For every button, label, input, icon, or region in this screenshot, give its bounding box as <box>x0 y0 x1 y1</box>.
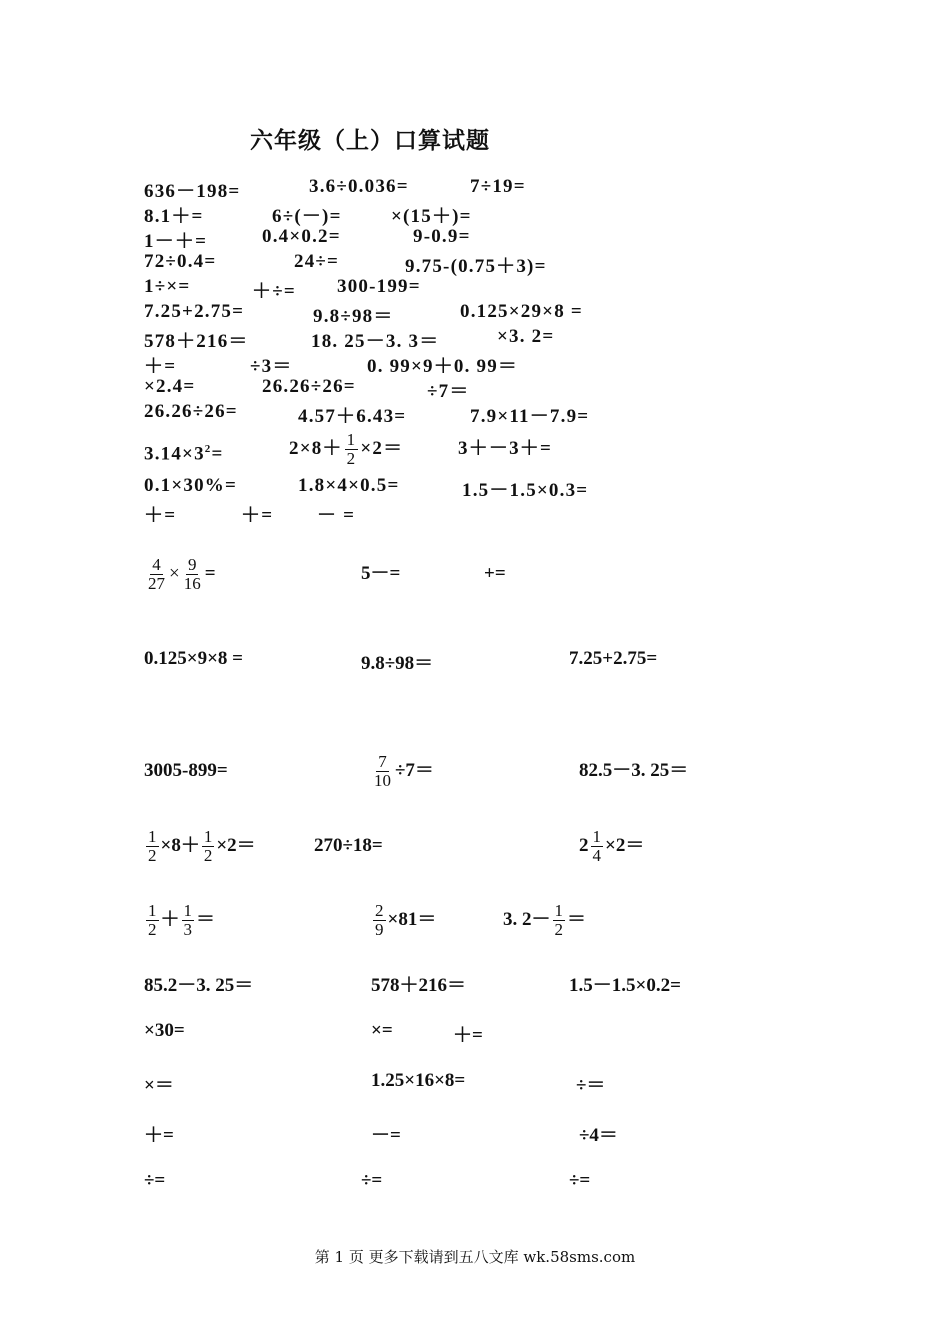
problem: 26.26÷26= <box>144 401 238 422</box>
problem: $\frac{1}{2}$ ×8＋ $\frac{1}{2}$ ×2＝ <box>148 827 256 866</box>
fraction: $\frac{1}{2}$ <box>203 827 213 866</box>
problem: 7.25+2.75= <box>569 648 658 669</box>
problem-row-4 <box>0 821 950 871</box>
fraction: $\frac{1}{2}$ <box>554 901 564 940</box>
problem: ÷＝ <box>576 1075 606 1096</box>
problem: 26.26÷26= <box>262 376 356 397</box>
problem: ÷7＝ <box>427 381 470 402</box>
problem: ×3. 2= <box>497 326 555 347</box>
problem: 0.125×29×8 = <box>460 301 583 322</box>
problem-row-10 <box>0 1170 950 1210</box>
problem: 85.2－3. 25＝ <box>144 975 254 996</box>
problem: ×= <box>371 1020 393 1041</box>
problem: 9-0.9= <box>413 226 471 247</box>
fraction: $\frac{1}{4}$ <box>592 827 601 866</box>
page-title: 六年级（上）口算试题 <box>250 128 490 154</box>
problem: ÷3＝ <box>250 356 293 377</box>
problem: 3.6÷0.036= <box>309 176 409 197</box>
problem: 2 $\frac{1}{4}$ ×2＝ <box>579 827 645 866</box>
problem: － = <box>317 505 356 526</box>
problem: 0.1×30%= <box>144 475 238 496</box>
problem: 1.5－1.5×0.3= <box>462 480 589 501</box>
problem: ×＝ <box>144 1075 174 1096</box>
problem: ＋= <box>144 505 177 526</box>
problem: －= <box>371 1125 401 1146</box>
problem: 6÷(－)= <box>272 206 342 227</box>
problem: += <box>484 563 506 584</box>
problem: ÷= <box>144 1170 166 1191</box>
problem: 72÷0.4= <box>144 251 217 272</box>
problem: ÷= <box>361 1170 383 1191</box>
problem: 1.5－1.5×0.2= <box>569 975 681 996</box>
problem: $\frac{7}{10}$ ÷7＝ <box>374 752 434 791</box>
problem: 300-199= <box>337 276 421 297</box>
fraction: $\frac{9}{16}$ <box>183 555 201 594</box>
problem: 1－＋= <box>144 231 208 252</box>
problem: ＋= <box>144 1125 174 1146</box>
problem: ×30= <box>144 1020 185 1041</box>
problem: 18. 25－3. 3＝ <box>311 331 440 352</box>
problem: 578＋216＝ <box>144 331 249 352</box>
problem: 7.9×11－7.9= <box>470 406 590 427</box>
fraction: $\frac{1}{2}$ <box>346 430 357 469</box>
problem: ＋= <box>453 1025 483 1046</box>
page-footer: 第 1 页 更多下载请到五八文库 wk.58sms.com <box>314 1248 636 1266</box>
fraction: $\frac{1}{2}$ <box>148 827 157 866</box>
problem: ×2.4= <box>144 376 196 397</box>
problem: 7÷19= <box>470 176 526 197</box>
problem: 1.25×16×8= <box>371 1070 466 1091</box>
problem: 2×8＋ $\frac{1}{2}$ ×2＝ <box>289 430 404 469</box>
problem-row-6 <box>0 970 950 1010</box>
problem: 24÷= <box>294 251 340 272</box>
problem: 82.5－3. 25＝ <box>579 760 689 781</box>
problem: ×(15＋)= <box>391 206 472 227</box>
problem: ÷= <box>569 1170 591 1191</box>
problem: 578＋216＝ <box>371 975 467 996</box>
problem: 0.4×0.2= <box>262 226 341 247</box>
problem: 636－198= <box>144 181 241 202</box>
problem: $\frac{4}{27}$ × $\frac{9}{16}$ = <box>148 555 216 594</box>
fraction: $\frac{1}{3}$ <box>183 901 193 940</box>
problem: ＋= <box>241 505 274 526</box>
problem: 3005-899= <box>144 760 228 781</box>
problem: $3.14\times 3^2=$ <box>144 443 224 465</box>
problem: 0.125×9×8 = <box>144 648 243 669</box>
problem: 0. 99×9＋0. 99＝ <box>367 356 519 377</box>
problem: 270÷18= <box>314 835 383 856</box>
problem: 9.8÷98＝ <box>313 306 394 327</box>
problem: 5－= <box>361 563 401 584</box>
problem: 3＋－3＋= <box>458 438 553 459</box>
problem-row-9 <box>0 1120 950 1160</box>
fraction: $\frac{7}{10}$ <box>374 752 391 791</box>
fraction: $\frac{1}{2}$ <box>148 901 157 940</box>
problem: 8.1＋= <box>144 206 204 227</box>
problem: 9.75-(0.75＋3)= <box>405 256 547 277</box>
problem: 3. 2－ $\frac{1}{2}$ ＝ <box>503 901 587 940</box>
problem-row-5 <box>0 895 950 945</box>
problem: $\frac{1}{2}$ ＋ $\frac{1}{3}$ ＝ <box>148 901 216 940</box>
fraction: $\frac{4}{27}$ <box>148 555 165 594</box>
problem: 1.8×4×0.5= <box>298 475 400 496</box>
problem: 1÷×= <box>144 276 191 297</box>
problem: ＋÷= <box>252 281 296 302</box>
fraction: $\frac{2}{9}$ <box>375 901 384 940</box>
problem-row-3 <box>0 746 950 796</box>
problem-row-7 <box>0 1020 950 1060</box>
problem: 4.57＋6.43= <box>298 406 407 427</box>
problem: ÷4＝ <box>579 1125 618 1146</box>
problem-row-8 <box>0 1070 950 1110</box>
problem-row-1 <box>0 556 950 612</box>
problem: 9.8÷98＝ <box>361 653 434 674</box>
problem: $\frac{2}{9}$ ×81＝ <box>375 901 437 940</box>
problem: ＋= <box>144 356 177 377</box>
problem: 7.25+2.75= <box>144 301 245 322</box>
problem-row-2 <box>0 648 950 688</box>
